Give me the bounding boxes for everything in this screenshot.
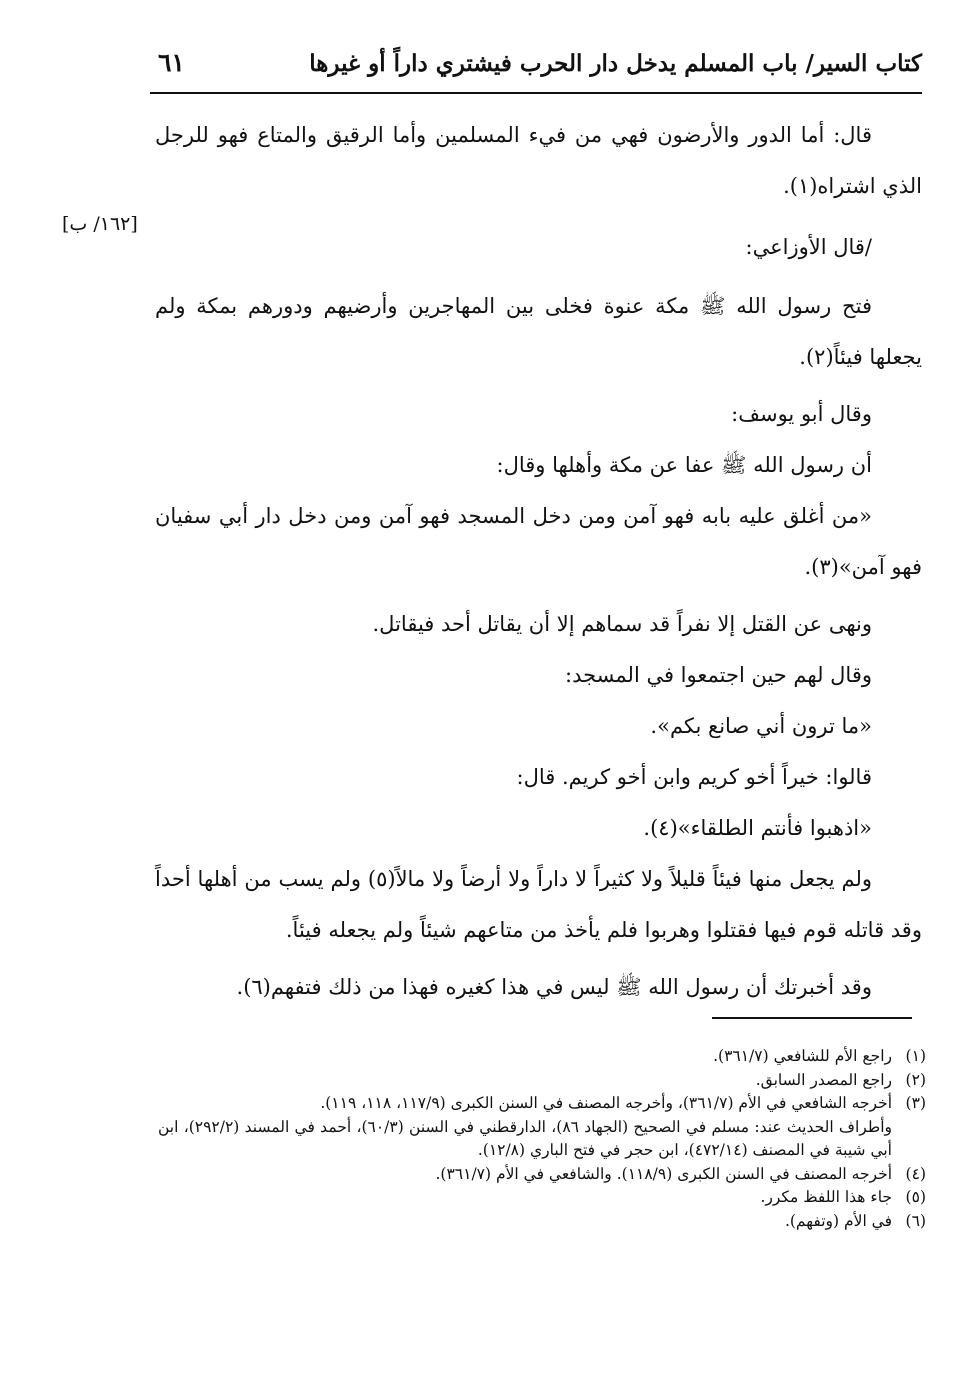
footnote <box>158 1186 926 1210</box>
page-number: ٦١ <box>158 48 185 77</box>
paragraph: قالوا: خيراً أخو كريم وابن أخو كريم. قال: <box>516 765 872 789</box>
footnote-text: جاء هذا اللفظ مكرر. <box>760 1188 892 1206</box>
footnote-text: راجع الأم للشافعي (٣٦١/٧). <box>713 1047 892 1065</box>
paragraph: وقال أبو يوسف: <box>731 402 872 426</box>
footnote-text: في الأم (وتفهم). <box>784 1211 892 1230</box>
paragraph: «ما ترون أني صانع بكم». <box>650 714 872 738</box>
footnote <box>158 1069 926 1093</box>
footnote-number: (٥) <box>905 1188 926 1206</box>
paragraph: ولم يجعل منها فيئاً قليلاً ولا كثيراً لا داراً ولا أرضاً ولا مالاً(٥) ولم يسب من أهلها أحداً وقد قاتله قوم فيها فقتلوا وهربوا فلم يأخذ من متاعهم شيئاً ولم يجعله فيئاً. <box>155 867 922 942</box>
footnote <box>158 1092 926 1116</box>
footnote-number: (١) <box>905 1047 926 1065</box>
footnote <box>158 1163 926 1187</box>
footnotes <box>158 1045 926 1233</box>
paragraph: «من أغلق عليه بابه فهو آمن ومن دخل المسجد فهو آمن ومن دخل دار أبي سفيان فهو آمن»(٣). <box>155 504 922 579</box>
footnote-text: أخرجه المصنف في السنن الكبرى (١١٨/٩). والشافعي في الأم (٣٦١/٧). <box>435 1164 892 1183</box>
footnote-number: (٦) <box>905 1211 926 1230</box>
footnote <box>158 1045 926 1069</box>
paragraph: وقد أخبرتك أن رسول الله ﷺ ليس في هذا كغيره فهذا من ذلك فتفهم(٦). <box>236 975 872 999</box>
footnote-continuation: وأطراف الحديث عند: مسلم في الصحيح (الجهاد ٨٦)، الدارقطني في السنن (٦٠/٣)، أحمد في المسند (٢٩٢/٢)، ابن أبي شيبة في المصنف (٤٧٢/١٤)، ابن حجر في فتح الباري (١٢/٨). <box>158 1117 892 1159</box>
running-title: كتاب السير/ باب المسلم يدخل دار الحرب فيشتري داراً أو غيرها <box>309 50 922 77</box>
footnote-separator <box>712 1017 912 1019</box>
footnote-text: أخرجه الشافعي في الأم (٣٦١/٧)، وأخرجه المصنف في السنن الكبرى (١١٧/٩، ١١٨، ١١٩). <box>320 1094 892 1112</box>
paragraph: أن رسول الله ﷺ عفا عن مكة وأهلها وقال: <box>496 453 872 477</box>
footnote <box>158 1210 926 1234</box>
footnote-number: (٢) <box>905 1070 926 1089</box>
paragraph: فتح رسول الله ﷺ مكة عنوة فخلى بين المهاجرين وأرضيهم ودورهم بمكة ولم يجعلها فيئاً(٢). <box>155 294 922 369</box>
manuscript-folio-note: [١٦٢/ ب] <box>62 213 138 235</box>
footnote-number: (٤) <box>905 1164 926 1183</box>
footnote-text: راجع المصدر السابق. <box>755 1070 892 1089</box>
paragraph: وقال لهم حين اجتمعوا في المسجد: <box>565 663 872 687</box>
paragraph: ونهى عن القتل إلا نفراً قد سماهم إلا أن يقاتل أحد فيقاتل. <box>372 612 872 636</box>
main-text <box>155 110 922 1013</box>
paragraph: /قال الأوزاعي: <box>745 235 872 259</box>
page-header <box>150 44 922 94</box>
paragraph: «اذهبوا فأنتم الطلقاء»(٤). <box>643 816 872 840</box>
footnote-number: (٣) <box>905 1094 926 1112</box>
paragraph: قال: أما الدور والأرضون فهي من فيء المسلمين وأما الرقيق والمتاع فهو للرجل الذي اشتراه(١). <box>155 123 922 198</box>
